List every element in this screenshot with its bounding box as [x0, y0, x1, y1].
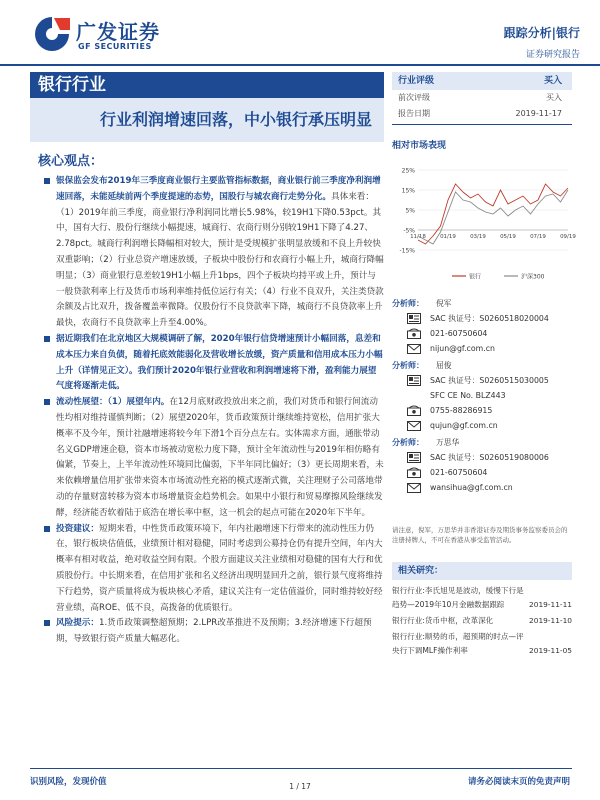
key-point-bold: 据近期我们在北京地区大规模调研了解，2020年银行信贷增速预计小幅回落，息差和成本压力来自负债，随着托底效能弱化及营收增长放缓，资产质量和信用成本压力小幅上升（详情见正文）。我们预计2020年银行业营收和利润增速将下滑，盈利能力展望气度将逐渐走低。 [56, 333, 383, 392]
key-point-bold: 风险提示： [56, 618, 99, 629]
id-card-icon [406, 452, 422, 464]
x-tick-label: 09/19 [560, 234, 576, 240]
analyst-card [392, 435, 572, 495]
legend-label: 银行 [469, 273, 482, 281]
related-item-date: 2019-11-11 [529, 600, 572, 609]
phone-icon [406, 405, 422, 417]
x-tick-label: 01/19 [440, 234, 456, 240]
related-item[interactable] [392, 614, 572, 628]
rating-row [392, 106, 572, 122]
analyst-label: 分析师： [392, 299, 424, 308]
analyst-phone: 021-60750604 [430, 329, 488, 338]
analyst-email[interactable]: qujun@gf.com.cn [430, 421, 498, 430]
analyst-name: 屈俊 [436, 361, 452, 370]
bullet-icon [44, 620, 50, 626]
related-item-title: 银行行业:李氏旭见是波动，缓慢下行是趋势—2019年10月金融数据跟踪 [392, 586, 524, 609]
email-icon [406, 482, 422, 494]
analyst-phone-line [392, 326, 572, 341]
analyst-phone: 0755-88286915 [430, 406, 493, 415]
analyst-sfc: SFC CE No. BLZ443 [430, 391, 506, 400]
key-point-text: 具体来看：（1）2019年前三季度，商业银行净利润同比增长5.98%，较19H1下降0.53pct。其中，国有大行、股份行继续小幅提速，城商行、农商行则分别较19H1下降了4.27、2.78pct。城商行利润增长降幅相对较大，预计是受规模扩张明显放缓和不良上升较快双重影响；（2）行业总资产增速放缓，子板块中股份行和农商行小幅上升，城商行降幅明显；（3）商业银行息差较19H1小幅上升1bps，四个子板块均持平或上升，预计与一般贷款利率上行及货币市场利率维持低位运行有关；（4）行业不良双升，关注类贷款余额及占比双升，拨备覆盖率微降。仅股份行不良贷款率下降，城商行不良贷款率上升最快，农商行不良贷款率上升至4.00%。 [56, 191, 384, 329]
report-title: 行业利润增速回落，中小银行承压明显 [30, 98, 384, 142]
x-tick-label: 07/19 [530, 234, 546, 240]
x-tick-label: 11/18 [410, 234, 426, 240]
phone-icon [406, 328, 422, 340]
analyst-phone-line [392, 465, 572, 480]
analyst-sac-line [392, 311, 572, 326]
related-research-list [392, 584, 572, 660]
key-point-bold: 流动性展望：（1）展望年内。 [56, 397, 170, 408]
analyst-sac-line [392, 373, 572, 388]
key-point [44, 332, 384, 395]
analyst-phone: 021-60750604 [430, 468, 488, 477]
report-type [504, 24, 580, 60]
analyst-email-line [392, 480, 572, 495]
key-point [44, 174, 384, 332]
bullet-icon [44, 526, 50, 532]
key-point-bold: 投资建议： [56, 523, 99, 534]
analyst-sac: SAC 执证号：S0260519080006 [430, 453, 549, 462]
x-tick-label: 03/19 [470, 234, 486, 240]
analyst-name-line [392, 435, 572, 450]
key-points-body [44, 174, 384, 648]
rating-label: 行业评级 [398, 76, 435, 86]
analyst-label: 分析师： [392, 361, 424, 370]
rating-box [392, 72, 572, 125]
analyst-card [392, 358, 572, 433]
disclaimer-note: 请注意，倪军，万思华并非香港证券及期货事务监察委员会的注册持牌人，不可在香港从事受监管活动。 [392, 526, 568, 544]
key-point [44, 522, 384, 617]
page-number: 1 / 17 [289, 782, 311, 791]
related-item[interactable] [392, 584, 572, 612]
key-points-heading: 核心观点： [38, 154, 104, 169]
analyst-name-line [392, 296, 572, 311]
relative-performance-chart [392, 152, 576, 287]
rating-value: 买入 [543, 76, 562, 86]
company-logo [30, 14, 160, 54]
rating-header [392, 72, 572, 90]
analyst-label: 分析师： [392, 438, 424, 447]
key-point-bold: 银保监会发布2019年三季度商业银行主要监管指标数据，商业银行前三季度净利润增速回落，未能延续前两个季度提速的态势，国股行与城农商行走势分化。 [56, 176, 381, 202]
key-point-text: 1.货币政策调整超预期；2.LPR改革推进不及预期；3.经济增速下行超预期，导致银行资产质量大幅恶化。 [56, 618, 372, 645]
analyst-sfc-line [392, 388, 572, 403]
footer-divider [30, 768, 572, 769]
key-point-text: 在12月底财政投放出来之前，我们对货币和银行间流动性均相对维持谨慎判断；（2）展望2020年，货币政策预计继续维持宽松，信用扩张大概率不及今年，预计社融增速将较今年下滑1个百分点左右。实体需求方面，通胀带动名义GDP增速企稳，资本市场被动宽松力度下降，预计全年流动性与2019年相仿略有偏紧，节奏上，上半年流动性环境同比偏弱，下半年同比偏好；（3）更长周期来看，未来依赖增量信用扩张带来资本市场流动性充裕的模式逐渐式微，关注理财子公司落地带动的存量财富转移为资本市场增量资金趋势机会。如果中小银行和贸易摩擦风险继续发酵，经济能否软着陆于底浩在增长率中枢，这一机会的起点可能在2020年下半年。 [56, 397, 384, 518]
key-point [44, 616, 384, 648]
id-card-icon [406, 313, 422, 325]
email-icon [406, 420, 422, 432]
analyst-email-line [392, 341, 572, 356]
rating-row-label: 前次评级 [398, 93, 430, 102]
analyst-email[interactable]: wansihua@gf.com.cn [430, 483, 513, 492]
y-tick-label: 25% [401, 167, 415, 175]
related-item-title: 银行行业:货币中枢，改革深化 [392, 616, 494, 625]
y-tick-label: 5% [405, 207, 415, 215]
legend-label: 沪深300 [521, 273, 545, 281]
related-item-title: 银行行业:顺势的币，超预期的时点—评央行下调MLF操作利率 [392, 632, 524, 655]
analyst-sac: SAC 执证号：S0260518020004 [430, 314, 549, 323]
analyst-phone-line [392, 403, 572, 418]
related-item[interactable] [392, 630, 572, 658]
y-tick-label: -15% [399, 247, 415, 255]
analyst-name-line [392, 358, 572, 373]
rating-row-value: 买入 [546, 93, 562, 102]
analyst-email-line [392, 418, 572, 433]
rating-row [392, 90, 572, 106]
rating-row-value: 2019-11-17 [515, 109, 562, 118]
report-subtitle: 证券研究报告 [525, 50, 580, 60]
y-tick-label: 15% [401, 187, 415, 195]
analyst-list [392, 296, 572, 497]
logo-text-cn: 广发证券 [76, 20, 160, 44]
footer-disclaimer: 请务必阅读末页的免责声明 [467, 777, 570, 787]
related-research-heading: 相关研究： [392, 562, 572, 580]
bullet-icon [44, 399, 50, 405]
rating-divider [392, 124, 572, 125]
gf-logo-icon [30, 14, 74, 54]
footer-slogan: 识别风险，发现价值 [30, 777, 107, 787]
sfc-spacer [406, 390, 422, 402]
analyst-name: 万思华 [436, 438, 460, 447]
bullet-icon [44, 178, 50, 184]
key-point-text: 短期来看，中性货币政策环境下，年内社融增速下行带来的流动性压力仍在，银行板块估值低，业绩预计相对稳健，同时考虑到公募持仓仍有提升空间，年内大概率有相对收益，绝对收益空间有限。个股方面建议关注业绩相对稳健的国有大行和优质股份行。中长期来看，在信用扩张和名义经济出现明显回升之前，银行景气度将维持下行趋势，资产质量将成为板块核心矛盾，建议关注有一定估值溢价，同时维持较好经营业绩，高ROE、低不良，高拨备的优质银行。 [56, 523, 383, 613]
y-tick-label: -5% [403, 227, 415, 235]
x-tick-label: 05/19 [500, 234, 516, 240]
chart-title: 相对市场表现 [392, 141, 447, 151]
rating-row-label: 报告日期 [398, 109, 430, 118]
key-point [44, 395, 384, 521]
related-item-date: 2019-11-05 [529, 646, 572, 655]
analyst-email[interactable]: nijun@gf.com.cn [430, 344, 495, 353]
email-icon [406, 343, 422, 355]
related-item-date: 2019-11-10 [529, 616, 572, 625]
analyst-card [392, 296, 572, 356]
logo-text-en: GF SECURITIES [78, 42, 152, 51]
analyst-name: 倪军 [436, 299, 452, 308]
id-card-icon [406, 375, 422, 387]
analyst-sac: SAC 执证号：S0260515030005 [430, 376, 549, 385]
phone-icon [406, 467, 422, 479]
sector-label: 银行行业 [30, 72, 384, 98]
bullet-icon [44, 336, 50, 342]
analyst-sac-line [392, 450, 572, 465]
report-category: 跟踪分析|银行 [503, 26, 580, 40]
header-divider [0, 64, 600, 66]
